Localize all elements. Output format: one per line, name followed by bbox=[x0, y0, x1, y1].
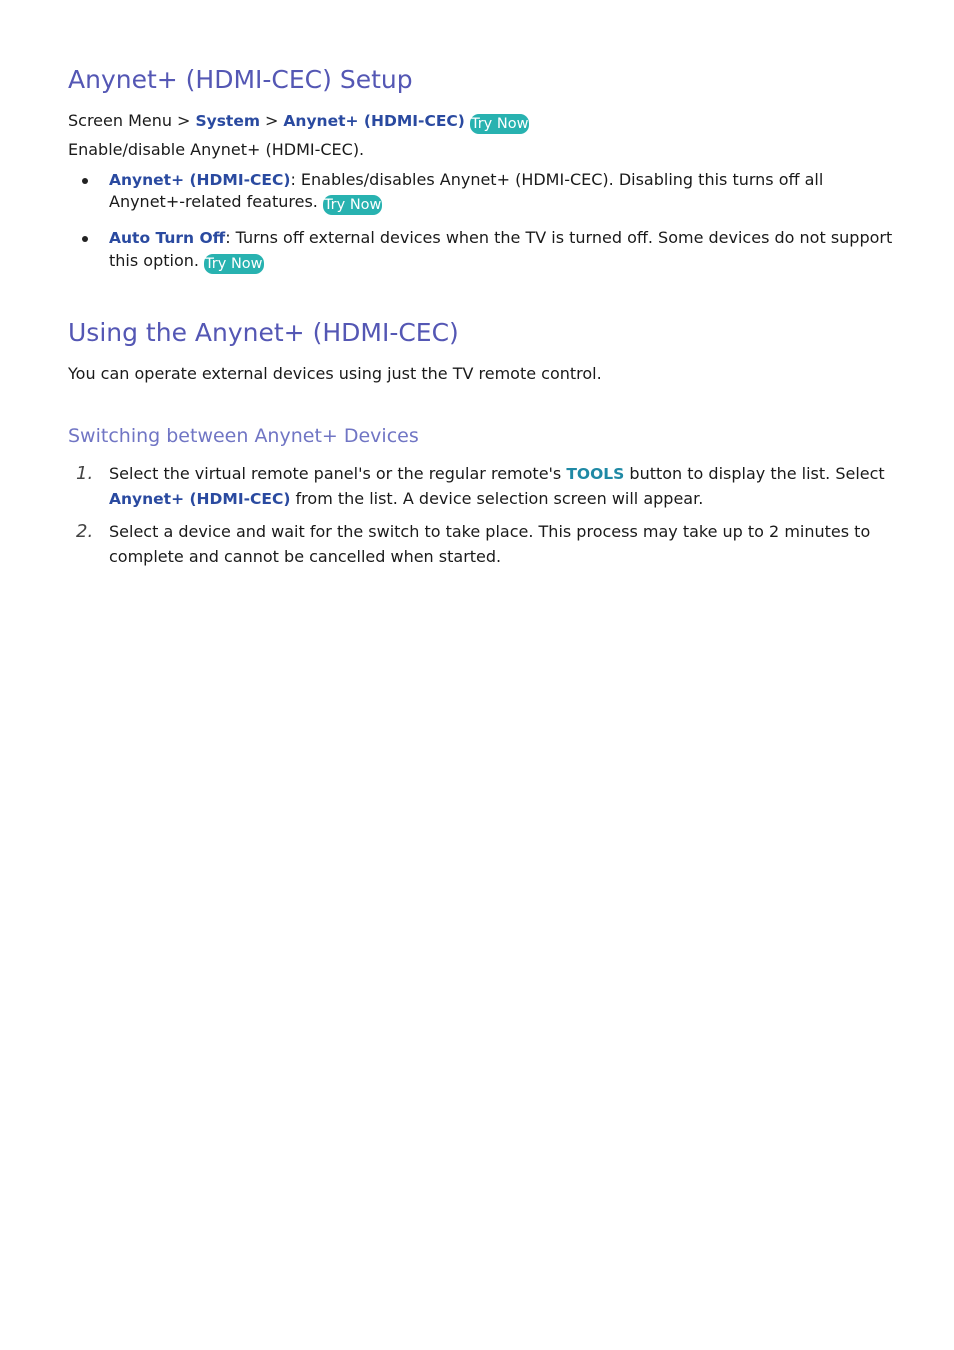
step-text: Select the virtual remote panel's or the regular remote's bbox=[109, 464, 567, 483]
bullet-item-auto-turn-off-line1 bbox=[109, 230, 892, 247]
bullet-term-anynet: Anynet+ (HDMI-CEC) bbox=[109, 171, 291, 189]
step-1-line2 bbox=[109, 491, 703, 508]
step-number: 2. bbox=[76, 521, 94, 542]
section-description: You can operate external devices using just the TV remote control. bbox=[68, 364, 602, 383]
bullet-item-anynet-line1 bbox=[109, 172, 823, 189]
step-1-line1 bbox=[109, 466, 885, 483]
breadcrumb-separator: > bbox=[265, 111, 279, 130]
section-title-using: Using the Anynet+ (HDMI-CEC) bbox=[68, 318, 459, 347]
bullet-item-anynet-line2 bbox=[109, 194, 382, 215]
try-now-button[interactable]: Try Now bbox=[323, 197, 382, 213]
bullet-dot bbox=[82, 236, 88, 242]
bullet-text: : Enables/disables Anynet+ (HDMI-CEC). Disabling this turns off all bbox=[290, 170, 824, 189]
try-now-button[interactable]: Try Now bbox=[470, 116, 529, 132]
step-2-line2: complete and cannot be cancelled when started. bbox=[109, 547, 502, 566]
bullet-term-auto-turn-off: Auto Turn Off bbox=[109, 229, 226, 247]
breadcrumb bbox=[68, 113, 529, 134]
try-now-button[interactable]: Try Now bbox=[205, 256, 263, 272]
section-title-setup: Anynet+ (HDMI-CEC) Setup bbox=[68, 65, 413, 94]
bullet-text: : Turns off external devices when the TV is turned off. Some devices do not support bbox=[225, 228, 893, 247]
breadcrumb-separator: > bbox=[177, 111, 191, 130]
bullet-item-auto-turn-off-line2 bbox=[109, 253, 264, 274]
bullet-dot bbox=[82, 178, 88, 184]
step-term-anynet: Anynet+ (HDMI-CEC) bbox=[109, 490, 291, 508]
breadcrumb-item-anynet[interactable]: Anynet+ (HDMI-CEC) bbox=[283, 112, 465, 130]
step-number: 1. bbox=[76, 463, 94, 484]
step-text: button to display the list. Select bbox=[624, 464, 885, 483]
step-text: from the list. A device selection screen will appear. bbox=[290, 489, 704, 508]
breadcrumb-root: Screen Menu bbox=[68, 111, 173, 130]
subsection-title: Switching between Anynet+ Devices bbox=[68, 425, 419, 447]
bullet-text: Anynet+-related features. bbox=[109, 192, 318, 211]
step-2-line1: Select a device and wait for the switch to take place. This process may take up to 2 minutes to bbox=[109, 522, 871, 541]
section-description: Enable/disable Anynet+ (HDMI-CEC). bbox=[68, 140, 365, 159]
tools-key-label: TOOLS bbox=[566, 465, 625, 483]
breadcrumb-item-system[interactable]: System bbox=[195, 112, 261, 130]
bullet-text: this option. bbox=[109, 251, 199, 270]
